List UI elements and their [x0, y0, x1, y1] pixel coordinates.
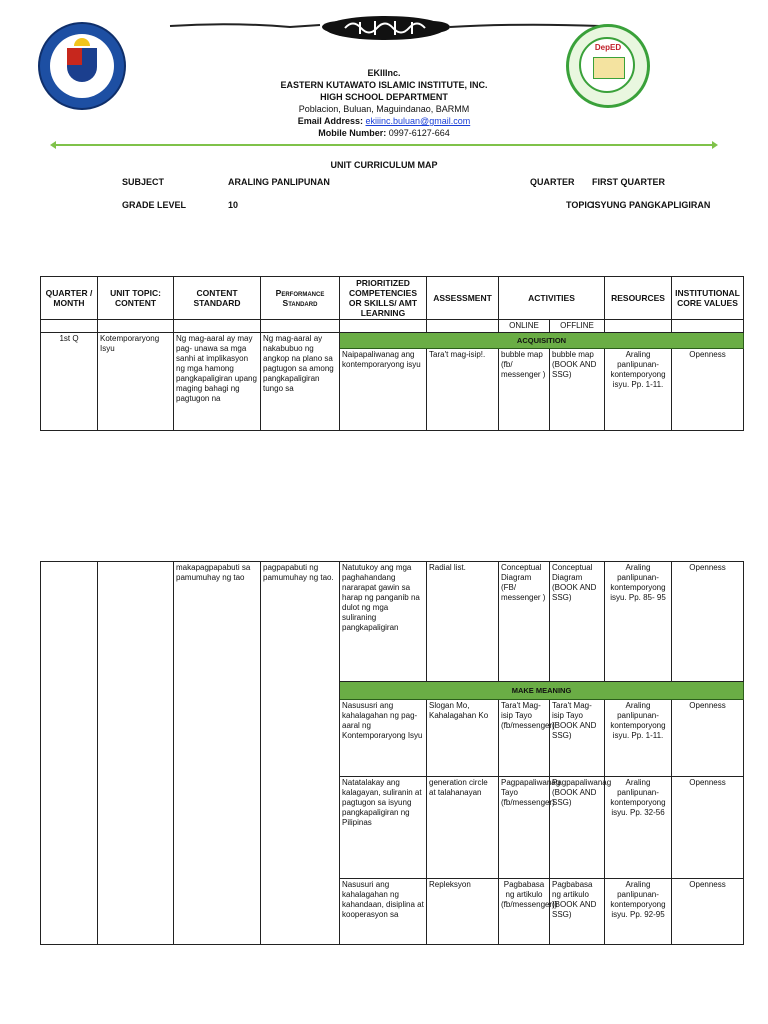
grade-label: GRADE LEVEL [122, 200, 187, 210]
cell-quarter-empty [41, 562, 98, 945]
th-performance-standard: Performance Standard [261, 277, 340, 320]
page-title: UNIT CURRICULUM MAP [330, 160, 438, 170]
address: Poblacion, Buluan, Maguindanao, BARMM [298, 104, 470, 114]
cell-online: Conceptual Diagram (FB/ messenger ) [499, 562, 550, 682]
mobile-number: 0997-6127-664 [388, 128, 450, 138]
cell-unit-topic-empty [98, 562, 174, 945]
th-unit-topic: UNIT TOPIC: CONTENT [98, 277, 174, 320]
cell-core-value: Openness [672, 562, 744, 682]
th-content-standard: CONTENT STANDARD [174, 277, 261, 320]
acquisition-banner: ACQUISITION [340, 333, 744, 349]
cell-content-standard-cont: makapagpapabuti sa pamumuhay ng tao [174, 562, 261, 945]
cell-offline: Pagbabasa ng artikulo (BOOK AND SSG) [550, 879, 605, 945]
cell-core-value: Openness [672, 700, 744, 777]
cell-unit-topic: Kotemporaryong Isyu [98, 333, 174, 431]
cell-assessment: Tara't mag-isip!. [427, 349, 499, 431]
cell-offline: bubble map (BOOK AND SSG) [550, 349, 605, 431]
th-resources: RESOURCES [605, 277, 672, 320]
subject-value: ARALING PANLIPUNAN [228, 177, 330, 187]
cell-performance-standard: Ng mag-aaral ay nakabubuo ng angkop na plano sa pagtugon sa among pangkapaligiran tungo sa [261, 333, 340, 431]
cell-resources: Araling panlipunan-kontemporyong isyu. Pp. 92-95 [605, 879, 672, 945]
cell-competency: Natatalakay ang kalagayan, suliranin at pagtugon sa isyung pangkapaligiran ng Pilipinas [340, 777, 427, 879]
cell-assessment: Radial list. [427, 562, 499, 682]
mobile-line [0, 128, 768, 139]
org-short: EKIIInc. [367, 68, 401, 78]
th-activities: ACTIVITIES [499, 277, 605, 320]
mobile-label: Mobile Number: [318, 128, 387, 138]
cell-online: Pagbabasa ng artikulo (fb/messenger)) [499, 879, 550, 945]
cell-resources: Araling panlipunan-kontemporyong isyu. Pp. 85- 95 [605, 562, 672, 682]
cell-resources: Araling panlipunan-kontemporyong isyu. Pp. 1-11. [605, 349, 672, 431]
header-divider [55, 144, 713, 146]
cell-competency: Nasusuri ang kahalagahan ng kahandaan, disiplina at kooperasyon sa [340, 879, 427, 945]
cell-competency: Naipapaliwanag ang kontemporaryong isyu [340, 349, 427, 431]
th-competencies: PRIORITIZED COMPETENCIES OR SKILLS/ AMT LEARNING [340, 277, 427, 320]
th-quarter: QUARTER / MONTH [41, 277, 98, 320]
subject-label: SUBJECT [122, 177, 165, 187]
cell-online: Pagpapaliwanag Tayo (fb/messenger) [499, 777, 550, 879]
cell-assessment: Slogan Mo, Kahalagahan Ko [427, 700, 499, 777]
cell-competency: Nasususri ang kahalagahan ng pag-aaral ng Kontemporaryong Isyu [340, 700, 427, 777]
quarter-value: FIRST QUARTER [592, 177, 665, 187]
cell-competency: Natutukoy ang mga paghahandang nararapat gawin sa harap ng panganib na dulot ng mga suliraning pangkapaligiran [340, 562, 427, 682]
cell-quarter: 1st Q [41, 333, 98, 431]
deped-badge: DepED [594, 43, 622, 52]
cell-online: bubble map (fb/ messenger ) [499, 349, 550, 431]
cell-resources: Araling panlipunan-kontemporyong isyu. Pp. 1-11. [605, 700, 672, 777]
th-assessment: ASSESSMENT [427, 277, 499, 320]
cell-assessment: generation circle at talahanayan [427, 777, 499, 879]
cell-offline: Tara't Mag-isip Tayo (BOOK AND SSG) [550, 700, 605, 777]
department: HIGH SCHOOL DEPARTMENT [320, 92, 448, 102]
email-label: Email Address: [297, 116, 363, 126]
org-name: EASTERN KUTAWATO ISLAMIC INSTITUTE, INC. [280, 80, 488, 90]
cell-core-value: Openness [672, 879, 744, 945]
curriculum-table-2 [40, 561, 744, 945]
cell-resources: Araling panlipunan-kontemporyong isyu. Pp. 32-56 [605, 777, 672, 879]
topic-value: ISYUNG PANGKAPLIGIRAN [592, 200, 711, 210]
topic-label: TOPIC [566, 200, 594, 210]
th-offline: OFFLINE [550, 320, 605, 333]
cell-offline: Pagpapaliwanag (BOOK AND SSG) [550, 777, 605, 879]
th-online: ONLINE [499, 320, 550, 333]
email-line [0, 116, 768, 127]
cell-core-value: Openness [672, 349, 744, 431]
quarter-label: QUARTER [530, 177, 575, 187]
email-link[interactable]: ekiiinc.buluan@gmail.com [365, 116, 471, 126]
cell-content-standard: Ng mag-aaral ay may pag- unawa sa mga sanhi at implikasyon ng mga hamong pangkapaligiran upang maging bahagi ng pagtugon na [174, 333, 261, 431]
grade-value: 10 [228, 200, 239, 210]
cell-performance-standard-cont: pagpapabuti ng pamumuhay ng tao. [261, 562, 340, 945]
make-meaning-banner: MAKE MEANING [340, 682, 744, 700]
cell-assessment: Repleksyon [427, 879, 499, 945]
th-core-values: INSTITUTIONAL CORE VALUES [672, 277, 744, 320]
calligraphy-banner [170, 12, 600, 44]
curriculum-table-1 [40, 276, 744, 431]
cell-offline: Conceptual Diagram (BOOK AND SSG) [550, 562, 605, 682]
cell-online: Tara't Mag-isip Tayo (fb/messenger) [499, 700, 550, 777]
cell-core-value: Openness [672, 777, 744, 879]
